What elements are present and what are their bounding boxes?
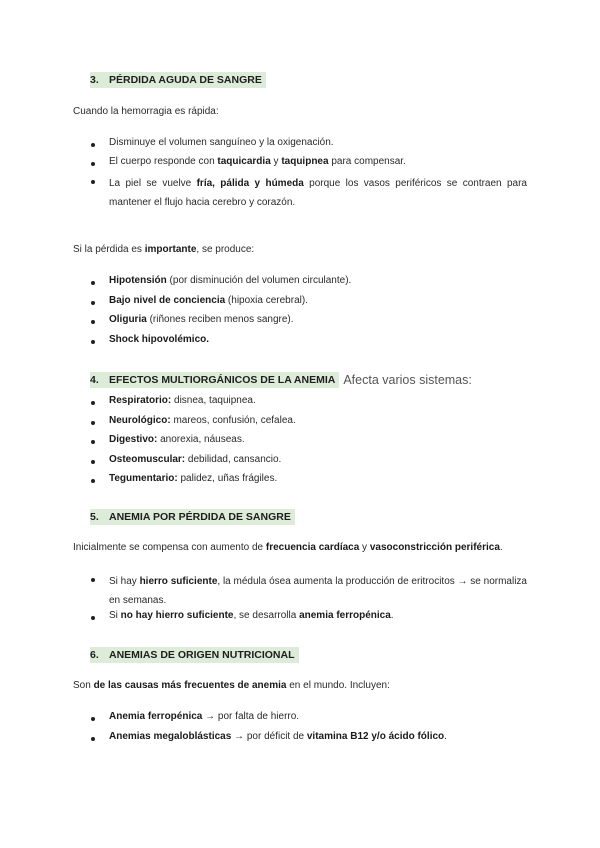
list-item: Anemia ferropénica → por falta de hierro. [90,711,447,731]
list-item: Neurológico: mareos, confusión, cefalea. [90,415,296,435]
list-item: El cuerpo responde con taquicardia y taquipnea para compensar. [90,156,527,175]
s6-bullet-list [90,711,447,750]
heading-highlight: 4. EFECTOS MULTIORGÁNICOS DE LA ANEMIA [90,372,339,388]
list-item: Si hay hierro suficiente, la médula ósea aumenta la producción de eritrocitos → se normaliza en semanas. [90,572,527,610]
s6-intro: Son de las causas más frecuentes de anemia en el mundo. Incluyen: [73,680,390,691]
s3-bullet-list [90,137,527,212]
section-6-heading [90,647,299,663]
heading-highlight: 3. PÉRDIDA AGUDA DE SANGRE [90,72,266,88]
list-item: Disminuye el volumen sanguíneo y la oxigenación. [90,137,527,156]
list-item: Hipotensión (por disminución del volumen circulante). [90,275,351,295]
s5-bullet-list [90,572,527,629]
list-item: Osteomuscular: debilidad, cansancio. [90,454,296,474]
s5-intro: Inicialmente se compensa con aumento de frecuencia cardíaca y vasoconstricción periférica. [73,542,503,553]
list-item: Anemias megaloblásticas → por déficit de vitamina B12 y/o ácido fólico. [90,731,447,751]
heading-highlight: 5. ANEMIA POR PÉRDIDA DE SANGRE [90,509,295,525]
section-3-heading [90,72,266,88]
s3-intro-2: Si la pérdida es importante, se produce: [73,244,255,255]
s3-intro: Cuando la hemorragia es rápida: [73,106,219,117]
section-5-heading [90,509,295,525]
s4-effects-list [90,395,296,493]
list-item: Bajo nivel de conciencia (hipoxia cerebral). [90,295,351,315]
list-item: Si no hay hierro suficiente, se desarrolla anemia ferropénica. [90,610,527,629]
list-item: La piel se vuelve fría, pálida y húmeda porque los vasos periféricos se contraen para mantener el flujo hacia cerebro y corazón. [90,174,527,212]
list-item: Respiratorio: disnea, taquipnea. [90,395,296,415]
list-item: Digestivo: anorexia, náuseas. [90,434,296,454]
list-item: Oliguria (riñones reciben menos sangre). [90,314,351,334]
section-4-heading [90,372,472,388]
s3-consequences-list [90,275,351,353]
section-4-subtitle: Afecta varios sistemas: [343,373,472,387]
heading-highlight: 6. ANEMIAS DE ORIGEN NUTRICIONAL [90,647,299,663]
list-item: Shock hipovolémico. [90,334,351,354]
list-item: Tegumentario: palidez, uñas frágiles. [90,473,296,493]
